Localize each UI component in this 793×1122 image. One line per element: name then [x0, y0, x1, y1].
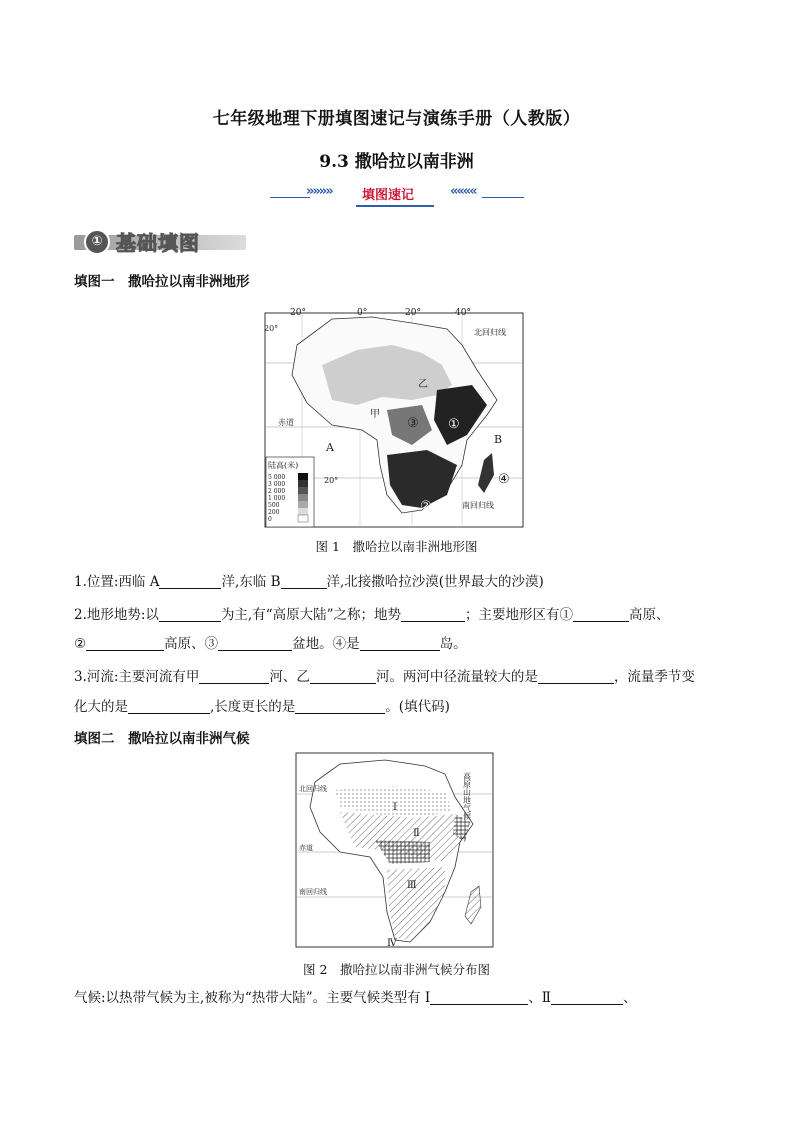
- q3-text-a: 3.河流:主要河流有甲: [74, 669, 200, 685]
- q2-text-a: 2.地形地势:以: [74, 607, 159, 623]
- climate-equator-label: 赤道: [299, 844, 313, 852]
- q2-blank-c[interactable]: [573, 607, 629, 622]
- banner-right-chevrons: ««««: [450, 184, 476, 199]
- section-badge: [74, 227, 246, 255]
- river-jia-label: 甲: [370, 409, 380, 420]
- q3-text-e: 化大的是: [74, 699, 128, 715]
- legend-title: 陆高(米): [268, 461, 299, 470]
- q3-text-d: ，流量季节变: [613, 669, 695, 685]
- q3-blank-b[interactable]: [310, 669, 376, 684]
- q3-blank-c[interactable]: [538, 669, 614, 684]
- figure2-caption: 图 2 撒哈拉以南非洲气候分布图: [303, 962, 490, 977]
- q1-text-a: 1.位置:西临 A: [74, 574, 160, 590]
- highland-climate-label: 高原山地气候: [462, 772, 472, 820]
- q2-text-g: 盆地。④是: [292, 636, 360, 652]
- tropic-cancer-label: 北回归线: [474, 328, 506, 337]
- lon-label-2: 0°: [357, 308, 368, 318]
- q1-blank-b[interactable]: [281, 574, 327, 589]
- question-3-line-1: [74, 665, 724, 685]
- q3-text-b: 河、乙: [269, 669, 310, 685]
- question-3-line-2: [74, 695, 724, 715]
- banner-left-line: [270, 197, 310, 198]
- legend-swatch-1000: [298, 494, 308, 501]
- q2-blank-f[interactable]: [360, 636, 440, 651]
- section-number: ①: [84, 229, 110, 255]
- document-title: 七年级地理下册填图速记与演练手册（人教版）: [212, 109, 581, 129]
- climate-text-c: 、: [622, 990, 637, 1006]
- document-subtitle: 9.3 撒哈拉以南非洲: [319, 152, 474, 172]
- legend-swatch-500: [298, 501, 308, 508]
- ocean-b-label: B: [494, 433, 503, 446]
- q3-blank-d[interactable]: [128, 699, 210, 714]
- q3-text-g: 。(填代码): [385, 699, 450, 715]
- q3-blank-e[interactable]: [295, 699, 385, 714]
- climate-question: [74, 986, 724, 1006]
- climate-zone-label-3: Ⅲ: [407, 880, 417, 891]
- climate-tropic-capricorn-label: 南回归线: [299, 888, 327, 896]
- section-title: 基础填图: [116, 231, 200, 255]
- legend-swatch-200: [298, 508, 308, 515]
- question-1: [74, 570, 724, 590]
- climate-text-a: 气候:以热带气候为主,被称为“热带大陆”。主要气候类型有 Ⅰ: [74, 990, 431, 1006]
- q3-text-f: ,长度更长的是: [210, 699, 296, 715]
- banner-label: 填图速记: [362, 188, 415, 203]
- q2-text-d: 高原、: [629, 607, 670, 623]
- q1-text-c: 洋,北接撒哈拉沙漠(世界最大的沙漠): [326, 574, 544, 590]
- q1-text-b: 洋,东临 B: [221, 574, 281, 590]
- part1-heading: 填图一 撒哈拉以南非洲地形: [74, 274, 250, 290]
- legend-swatch-5000: [298, 473, 308, 480]
- river-yi-label: 乙: [418, 379, 428, 390]
- climate-map: [295, 752, 500, 952]
- q2-text-f: 高原、③: [164, 636, 219, 652]
- legend-value-4: 1 000: [268, 495, 286, 502]
- q2-blank-a[interactable]: [159, 607, 221, 622]
- climate-blank-a[interactable]: [430, 990, 528, 1005]
- lat-label-2: 20°: [324, 476, 339, 485]
- marker-1: ①: [448, 417, 460, 432]
- banner-underline: [356, 205, 434, 207]
- q3-blank-a[interactable]: [199, 669, 269, 684]
- question-2-line-1: [74, 603, 724, 623]
- climate-zone-label-1: Ⅰ: [393, 802, 397, 813]
- climate-zone-label-4: Ⅳ: [387, 938, 397, 949]
- marker-2: ②: [420, 499, 432, 514]
- part2-heading: 填图二 撒哈拉以南非洲气候: [74, 731, 250, 747]
- legend-swatch-3000: [298, 480, 308, 487]
- q2-blank-d[interactable]: [86, 636, 164, 651]
- legend-value-7: 0: [268, 516, 272, 523]
- tropic-capricorn-label: 南回归线: [462, 501, 494, 510]
- marker-4: ④: [498, 472, 510, 487]
- section-banner: [270, 183, 525, 207]
- q3-text-c: 河。两河中径流量较大的是: [375, 669, 538, 685]
- marker-3: ③: [407, 416, 419, 431]
- lon-label-1: 20°: [290, 308, 306, 318]
- legend-value-1: 5 000: [268, 474, 286, 481]
- climate-blank-b[interactable]: [551, 990, 623, 1005]
- q2-text-e: ②: [74, 636, 87, 652]
- terrain-map: [262, 305, 527, 530]
- q2-text-c: ；主要地形区有①: [465, 607, 574, 623]
- lon-label-3: 20°: [405, 308, 421, 318]
- equator-label: 赤道: [278, 418, 294, 427]
- ocean-a-label: A: [326, 441, 334, 454]
- q2-text-h: 岛。: [439, 636, 467, 652]
- climate-text-b: 、Ⅱ: [528, 990, 551, 1006]
- legend-value-2: 3 000: [268, 481, 286, 488]
- legend-value-5: 500: [268, 502, 280, 509]
- legend-value-3: 2 000: [268, 488, 286, 495]
- question-2-line-2: [74, 632, 724, 652]
- climate-zone-label-2: Ⅱ: [413, 828, 420, 839]
- legend-swatch-0: [298, 515, 308, 522]
- q2-blank-e[interactable]: [218, 636, 292, 651]
- climate-tropic-cancer-label: 北回归线: [299, 785, 327, 793]
- banner-right-line: [482, 197, 524, 198]
- legend-value-6: 200: [268, 509, 280, 516]
- lon-label-4: 40°: [455, 308, 471, 318]
- figure1-caption: 图 1 撒哈拉以南非洲地形图: [315, 539, 478, 554]
- banner-left-chevrons: »»»»: [306, 184, 332, 199]
- lat-label-1: 20°: [264, 324, 279, 333]
- q2-text-b: 为主,有“高原大陆”之称；地势: [220, 607, 402, 623]
- q2-blank-b[interactable]: [401, 607, 465, 622]
- legend-swatch-2000: [298, 487, 308, 494]
- q1-blank-a[interactable]: [159, 574, 221, 589]
